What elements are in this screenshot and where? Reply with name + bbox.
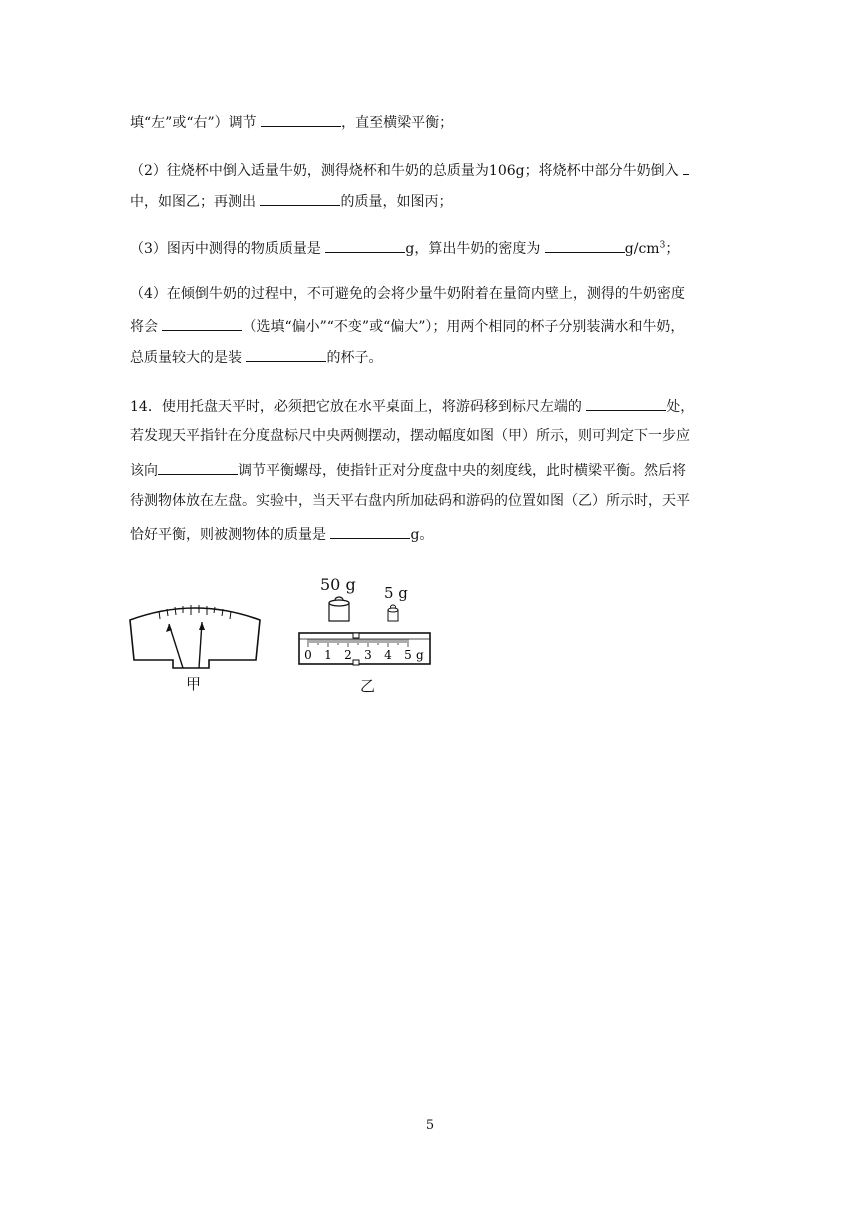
q14-text-d: 该向	[130, 463, 158, 479]
answer-blank[interactable]	[586, 395, 666, 411]
q14-line-1	[130, 395, 694, 417]
q14-text-g: 恰好平衡，则被测物体的质量是	[130, 527, 331, 543]
q3-text-a: （3）图丙中测得的物质质量是	[130, 241, 326, 257]
q14-text-b: 处，	[666, 399, 695, 415]
q3-unit-superscript: 3	[659, 240, 666, 251]
answer-blank[interactable]	[325, 237, 405, 253]
answer-blank[interactable]	[683, 159, 689, 175]
q2-text-a: （2）往烧杯中倒入适量牛奶，测得烧杯和牛奶的总质量为106g；将烧杯中部分牛奶倒入	[130, 163, 684, 179]
q4-line-2	[130, 315, 684, 337]
weight-5g-icon	[383, 602, 403, 624]
q4-text-d: 总质量较大的是装	[130, 350, 247, 366]
answer-blank[interactable]	[261, 111, 341, 127]
page-number: 5	[425, 1118, 435, 1133]
ruler-tick-label: 3	[364, 648, 372, 662]
ruler-tick-label: 2	[344, 648, 352, 662]
q2-text-c: 的质量，如图丙；	[340, 194, 453, 210]
q3-unit: g/cm	[624, 241, 660, 257]
weight-5g-label: 5 g	[384, 584, 408, 602]
q14-text-a: 14．使用托盘天平时，必须把它放在水平桌面上，将游码移到标尺左端的	[130, 399, 587, 415]
rider-marker[interactable]	[353, 660, 359, 665]
q3-text-d: ；	[665, 241, 680, 257]
answer-blank[interactable]	[158, 459, 238, 475]
q14-text-e: 调节平衡螺母，使指针正对分度盘中央的刻度线，此时横梁平衡。然后将	[238, 463, 686, 479]
q14-line-3	[130, 459, 686, 481]
q4-line-3	[130, 346, 382, 368]
text-line-1	[130, 111, 453, 133]
q4-text-c: （选填“偏小”“不变”或“偏大”）；用两个相同的杯子分别装满水和牛奶，	[242, 319, 685, 335]
ruler-tick-label: 5	[404, 648, 412, 662]
q4-line-1	[130, 284, 685, 304]
q14-text-c: 若发现天平指针在分度盘标尺中央两侧摆动，摆动幅度如图（甲）所示，则可判定下一步应	[130, 428, 690, 444]
ruler-tick-label: 1	[324, 648, 332, 662]
weight-50g-label: 50 g	[320, 575, 356, 594]
q3-text-b: g，算出牛奶的密度为	[405, 241, 545, 257]
weight-50g-icon	[322, 594, 356, 624]
q4-text-b: 将会	[130, 319, 163, 335]
answer-blank[interactable]	[545, 237, 625, 253]
answer-blank[interactable]	[162, 315, 242, 331]
answer-blank[interactable]	[260, 190, 340, 206]
line1-text-b: ，直至横梁平衡；	[341, 115, 454, 131]
q14-text-h: g。	[410, 527, 434, 543]
q3-line	[130, 237, 679, 259]
rider-marker[interactable]	[353, 633, 359, 638]
q14-line-4	[130, 491, 690, 511]
figure-label-yi: 乙	[360, 677, 376, 695]
q14-line-5	[130, 523, 433, 545]
q2-text-b: 中，如图乙；再测出	[130, 194, 261, 210]
figure-jia-scale-dial	[125, 600, 265, 672]
line1-text-a: 填“左”或“右”）调节	[130, 115, 262, 131]
ruler-unit-label: g	[416, 648, 424, 662]
answer-blank[interactable]	[330, 523, 410, 539]
q14-line-2	[130, 426, 690, 446]
q4-text-a: （4）在倾倒牛奶的过程中，不可避免的会将少量牛奶附着在量筒内壁上，测得的牛奶密度	[130, 286, 685, 302]
ruler-tick-label: 4	[384, 648, 392, 662]
figure-label-jia: 甲	[186, 675, 202, 693]
ruler-scale	[296, 628, 434, 670]
pointer-left	[169, 624, 183, 668]
answer-blank[interactable]	[246, 346, 326, 362]
q4-text-e: 的杯子。	[326, 350, 383, 366]
ruler-tick-label: 0	[304, 648, 312, 662]
q2-line-2	[130, 190, 452, 212]
q2-line-1	[130, 159, 689, 181]
q14-text-f: 待测物体放在左盘。实验中，当天平右盘内所加砝码和游码的位置如图（乙）所示时，天平	[130, 493, 690, 509]
